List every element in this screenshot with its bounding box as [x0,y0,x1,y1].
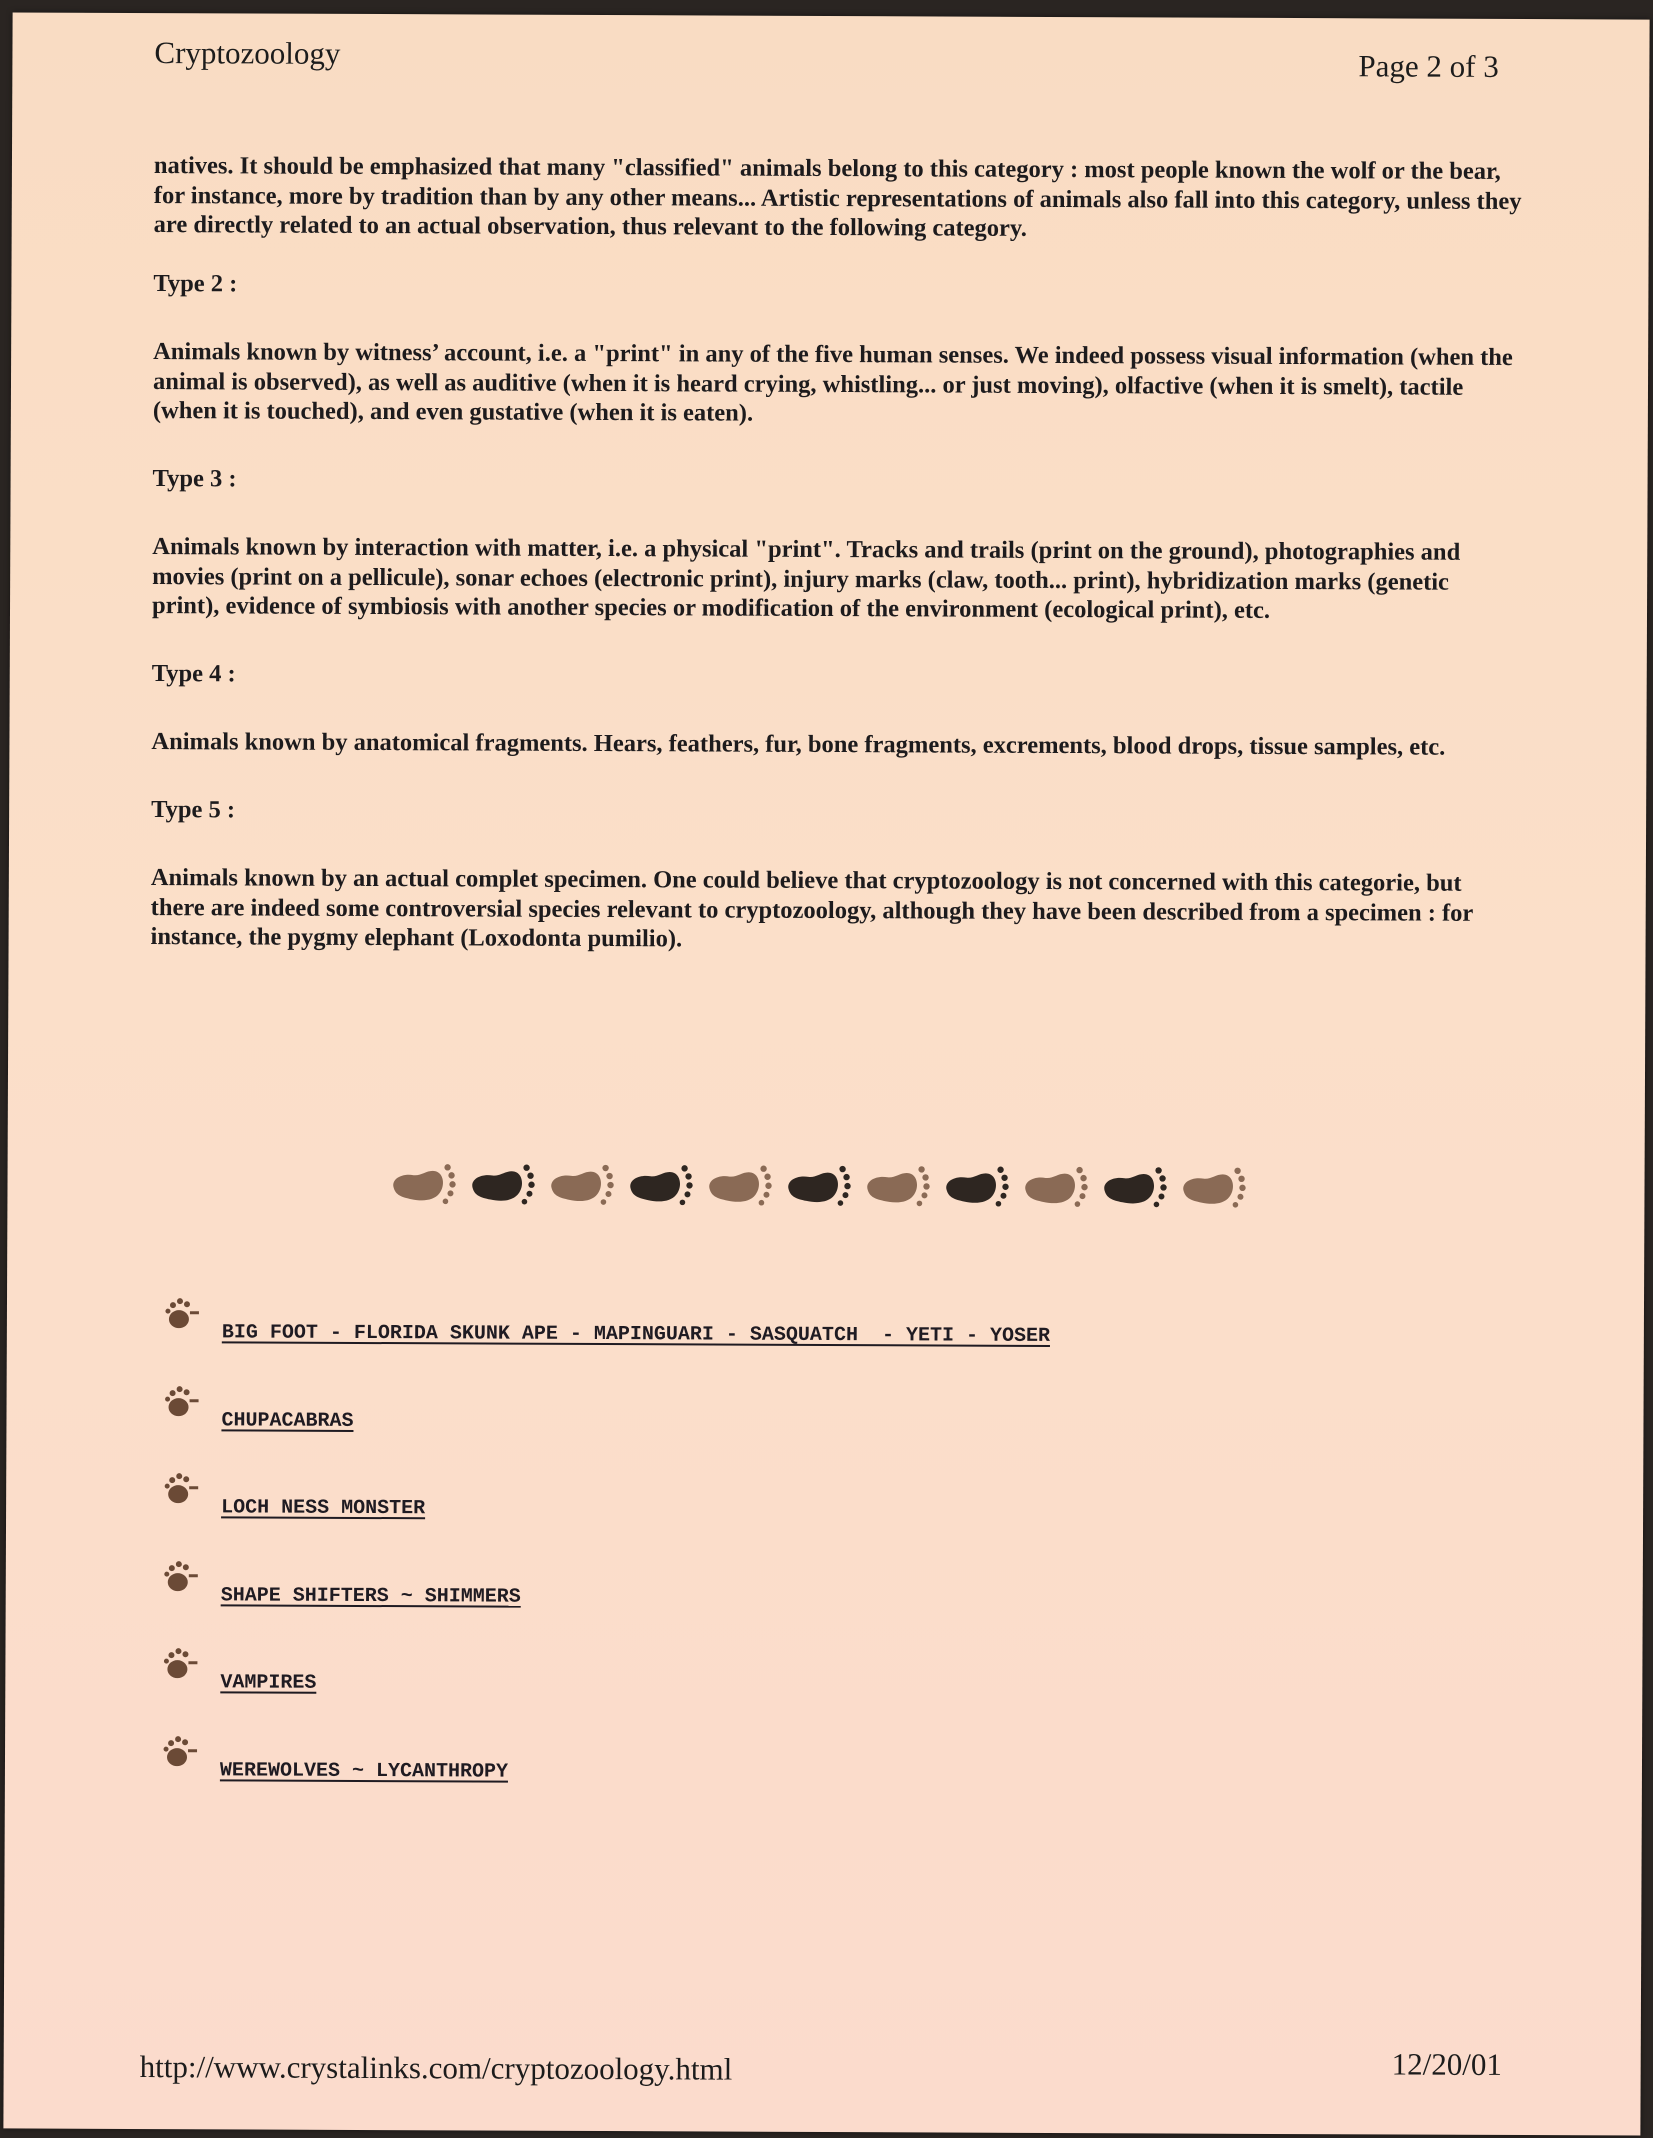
paw-print-icon [162,1468,202,1508]
topic-links-list [155,1293,1357,1823]
type-3-label: Type 3 : [152,464,237,492]
type-2-text: Animals known by witness’ account, i.e. a "print" in any of the five human senses. We indeed possess visual information (when the animal is observed), as well as auditive (when it is heard crying, whistling... or just moving), olfactive (when it is smelt), tactile (when it is touched), and even gustative (when it is eaten). [152,338,1513,427]
link-chupacabras[interactable]: CHUPACABRAS [221,1408,354,1433]
paw-print-icon [162,1381,202,1421]
link-bigfoot-yeti[interactable]: BIG FOOT - FLORIDA SKUNK APE - MAPINGUARI - SASQUATCH - YETI - YOSER [221,1321,1051,1348]
link-werewolves[interactable]: WEREWOLVES ~ LYCANTHROPY [219,1758,509,1784]
footer-url: http://www.crystalinks.com/cryptozoology.html [139,2049,733,2087]
article-body [151,151,1524,957]
type-4-text: Animals known by anatomical fragments. Hears, feathers, fur, bone fragments, excrements, blood drops, tissue samples, etc. [151,728,1446,761]
type-2-label: Type 2 : [153,269,238,297]
list-item [156,1556,1356,1649]
list-item [157,1293,1357,1386]
footer-date: 12/20/01 [1391,2046,1502,2082]
intro-paragraph: natives. It should be emphasized that many "classified" animals belong to this category : most people known the wolf or the bear, for instance, more by tradition than by any other means... Artistic representations of animals also fall into this category, unless they are directly related to an actual observation, thus relevant to the following category. [153,152,1522,242]
type-4-label: Type 4 : [151,659,236,687]
type-5-text: Animals known by an actual complet specimen. One could believe that cryptozoology is not concerned with this categorie, but there are indeed some controversial species relevant to cryptozoology, although they have been described from a specimen : for instance, the pygmy elephant (Loxodonta pumilio). [150,864,1473,953]
list-item [156,1468,1356,1561]
printed-page [3,12,1649,2135]
paw-print-icon [162,1556,202,1596]
header-page-number: Page 2 of 3 [1358,48,1499,84]
type-5-label: Type 5 : [151,795,236,823]
paw-print-icon [161,1731,201,1771]
paw-print-icon [161,1643,201,1683]
footprints-divider-icon [387,1149,1267,1213]
list-item [155,1731,1355,1824]
link-vampires[interactable]: VAMPIRES [220,1671,317,1695]
list-item [156,1381,1356,1474]
paw-print-icon [163,1293,203,1333]
type-3-text: Animals known by interaction with matter, i.e. a physical "print". Tracks and trails (print on the ground), photographies and movies (print on a pellicule), sonar echoes (electronic print), injury marks (claw, tooth... print), hybridization marks (genetic print), evidence of symbiosis with another species or modification of the environment (ecological print), etc. [151,533,1461,624]
link-shape-shifters[interactable]: SHAPE SHIFTERS ~ SHIMMERS [220,1583,521,1609]
link-loch-ness-monster[interactable]: LOCH NESS MONSTER [221,1496,426,1521]
header-title: Cryptozoology [154,35,341,71]
list-item [155,1643,1355,1736]
